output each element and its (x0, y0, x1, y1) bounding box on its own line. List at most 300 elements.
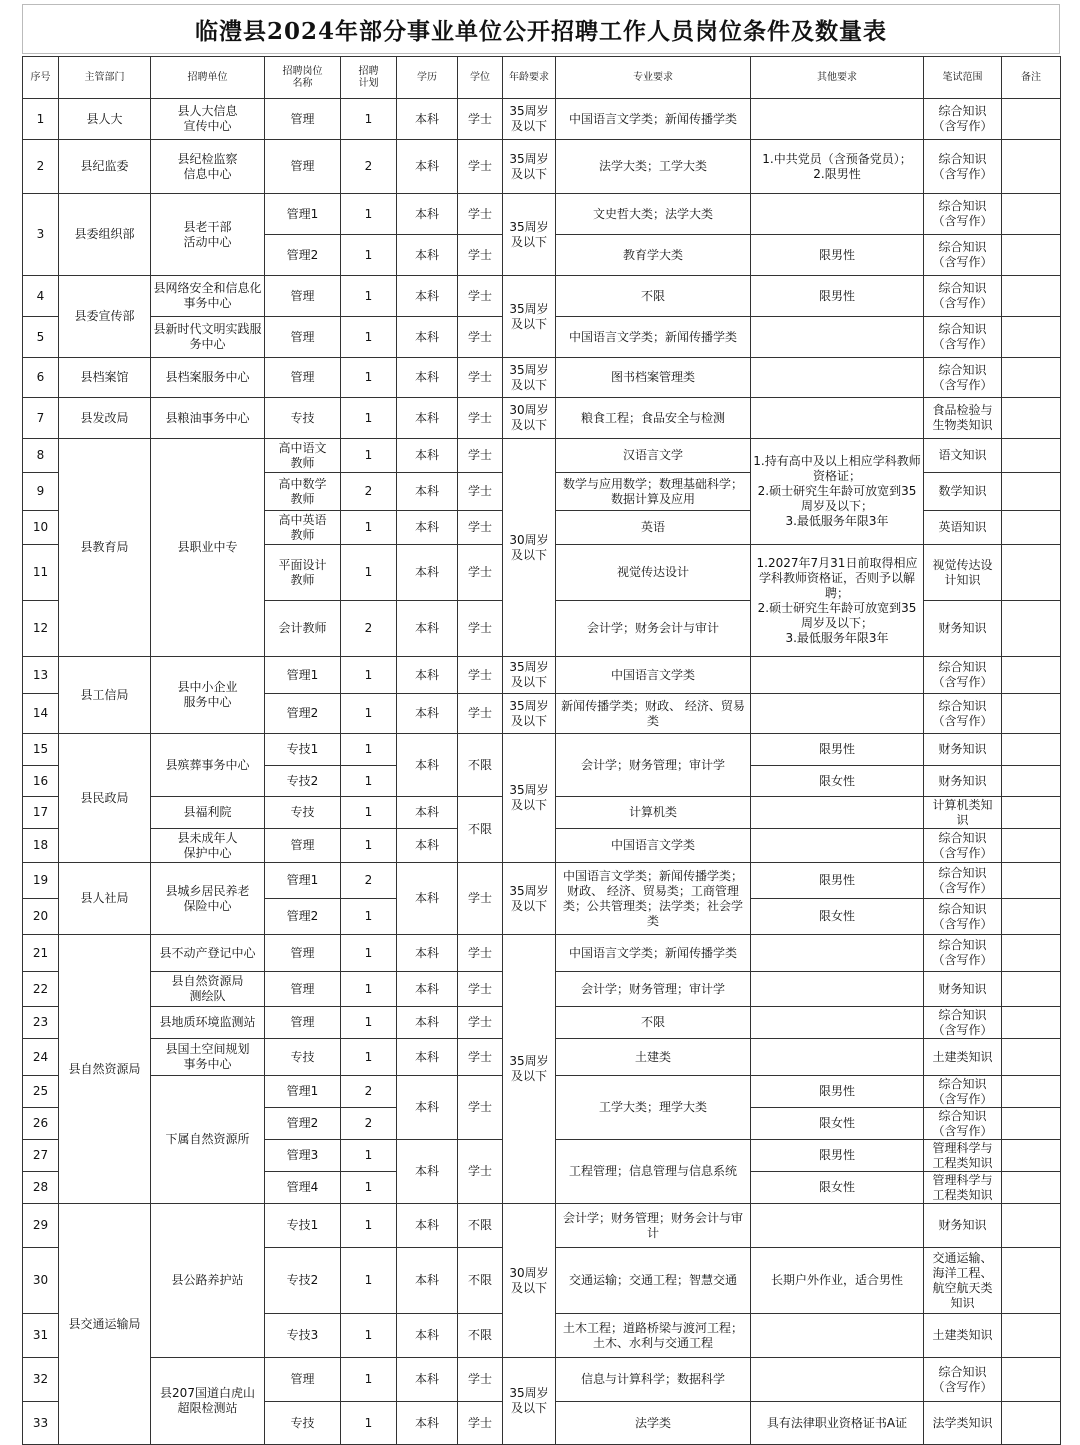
cell-education: 本科 (397, 1248, 458, 1314)
cell-remark (1002, 734, 1061, 766)
cell-exam: 计算机类知 识 (924, 797, 1002, 829)
cell-age: 30周岁 及以下 (503, 398, 556, 439)
cell-remark (1002, 99, 1061, 140)
cell-education: 本科 (397, 1140, 458, 1204)
cell-education: 本科 (397, 358, 458, 398)
cell-exam: 管理科学与 工程类知识 (924, 1172, 1002, 1204)
cell-remark (1002, 601, 1061, 657)
cell-education: 本科 (397, 601, 458, 657)
cell-unit: 县人大信息 宣传中心 (151, 99, 265, 140)
cell-major: 工学大类；理学大类 (556, 1076, 751, 1140)
cell-post: 会计教师 (265, 601, 341, 657)
cell-remark (1002, 1358, 1061, 1402)
table-row (23, 276, 1061, 317)
cell-exam: 法学类知识 (924, 1402, 1002, 1445)
cell-degree: 学士 (458, 1358, 503, 1402)
cell-major: 新闻传播学类；财政、 经济、贸易类 (556, 694, 751, 734)
cell-other (751, 1314, 924, 1358)
cell-major: 教育学大类 (556, 235, 751, 276)
cell-other (751, 694, 924, 734)
cell-plan: 2 (341, 1108, 397, 1140)
cell-index: 12 (23, 601, 59, 657)
cell-education: 本科 (397, 863, 458, 935)
cell-unit: 县纪检监察 信息中心 (151, 140, 265, 194)
cell-remark (1002, 1007, 1061, 1039)
cell-degree: 学士 (458, 1076, 503, 1140)
cell-remark (1002, 972, 1061, 1007)
header-cell: 学历 (397, 57, 458, 99)
cell-major: 会计学；财务管理；审计学 (556, 972, 751, 1007)
header-cell: 主管部门 (59, 57, 151, 99)
cell-plan: 1 (341, 797, 397, 829)
cell-unit: 县地质环境监测站 (151, 1007, 265, 1039)
cell-post: 平面设计 教师 (265, 545, 341, 601)
cell-education: 本科 (397, 398, 458, 439)
cell-unit: 县自然资源局 测绘队 (151, 972, 265, 1007)
cell-post: 管理4 (265, 1172, 341, 1204)
cell-major: 英语 (556, 511, 751, 545)
cell-plan: 1 (341, 694, 397, 734)
cell-major: 中国语言文学类；新闻传播学类 (556, 317, 751, 358)
cell-major: 粮食工程；食品安全与检测 (556, 398, 751, 439)
cell-degree: 学士 (458, 439, 503, 473)
cell-index: 18 (23, 829, 59, 863)
cell-index: 31 (23, 1314, 59, 1358)
cell-index: 3 (23, 194, 59, 276)
cell-degree: 不限 (458, 1204, 503, 1248)
cell-index: 2 (23, 140, 59, 194)
cell-major: 工程管理；信息管理与信息系统 (556, 1140, 751, 1204)
cell-plan: 1 (341, 734, 397, 766)
cell-post: 管理 (265, 829, 341, 863)
cell-exam: 土建类知识 (924, 1039, 1002, 1076)
cell-index: 25 (23, 1076, 59, 1108)
table-title: 临澧县2024年部分事业单位公开招聘工作人员岗位条件及数量表 (22, 4, 1060, 54)
cell-remark (1002, 1248, 1061, 1314)
cell-major: 中国语言文学类 (556, 829, 751, 863)
cell-education: 本科 (397, 140, 458, 194)
cell-other: 1.中共党员（含预备党员）； 2.限男性 (751, 140, 924, 194)
cell-unit: 县档案服务中心 (151, 358, 265, 398)
cell-remark (1002, 473, 1061, 511)
cell-education: 本科 (397, 1076, 458, 1140)
cell-plan: 1 (341, 276, 397, 317)
cell-exam: 食品检验与 生物类知识 (924, 398, 1002, 439)
cell-major: 计算机类 (556, 797, 751, 829)
cell-department: 县档案馆 (59, 358, 151, 398)
cell-degree: 学士 (458, 317, 503, 358)
cell-unit: 县新时代文明实践服务中心 (151, 317, 265, 358)
cell-exam: 综合知识 （含写作） (924, 358, 1002, 398)
cell-post: 管理1 (265, 194, 341, 235)
cell-major: 中国语言文学类；新闻传播学类 (556, 935, 751, 972)
cell-major: 文史哲大类；法学大类 (556, 194, 751, 235)
cell-exam: 综合知识 （含写作） (924, 863, 1002, 899)
cell-major: 土建类 (556, 1039, 751, 1076)
cell-remark (1002, 1402, 1061, 1445)
header-cell: 招聘岗位 名称 (265, 57, 341, 99)
cell-unit: 县职业中专 (151, 439, 265, 657)
cell-major: 数学与应用数学；数理基础科学；数据计算及应用 (556, 473, 751, 511)
cell-age: 30周岁 及以下 (503, 1204, 556, 1358)
cell-education: 本科 (397, 545, 458, 601)
cell-other (751, 1039, 924, 1076)
cell-post: 高中英语 教师 (265, 511, 341, 545)
cell-plan: 1 (341, 935, 397, 972)
header-cell: 备注 (1002, 57, 1061, 99)
cell-index: 15 (23, 734, 59, 766)
table-row (23, 734, 1061, 766)
cell-unit: 下属自然资源所 (151, 1076, 265, 1204)
cell-degree: 学士 (458, 194, 503, 235)
table-row (23, 657, 1061, 694)
cell-remark (1002, 1076, 1061, 1108)
cell-plan: 1 (341, 99, 397, 140)
cell-other: 限男性 (751, 1140, 924, 1172)
table-row (23, 358, 1061, 398)
cell-remark (1002, 439, 1061, 473)
cell-plan: 1 (341, 1358, 397, 1402)
cell-other (751, 657, 924, 694)
cell-plan: 1 (341, 439, 397, 473)
cell-department: 县民政局 (59, 734, 151, 863)
cell-other: 长期户外作业，适合男性 (751, 1248, 924, 1314)
cell-plan: 1 (341, 1007, 397, 1039)
cell-department: 县自然资源局 (59, 935, 151, 1204)
cell-major: 不限 (556, 276, 751, 317)
cell-other (751, 1204, 924, 1248)
cell-exam: 综合知识 （含写作） (924, 276, 1002, 317)
cell-index: 33 (23, 1402, 59, 1445)
cell-major: 中国语言文学类 (556, 657, 751, 694)
cell-plan: 1 (341, 358, 397, 398)
cell-index: 24 (23, 1039, 59, 1076)
cell-department: 县交通运输局 (59, 1204, 151, 1445)
cell-unit: 县207国道白虎山 超限检测站 (151, 1358, 265, 1445)
cell-plan: 1 (341, 1248, 397, 1314)
cell-other (751, 99, 924, 140)
table-row (23, 140, 1061, 194)
cell-age: 35周岁 及以下 (503, 657, 556, 694)
cell-major: 会计学；财务会计与审计 (556, 601, 751, 657)
cell-plan: 1 (341, 545, 397, 601)
cell-unit: 县公路养护站 (151, 1204, 265, 1358)
cell-post: 专技 (265, 1402, 341, 1445)
cell-age: 30周岁 及以下 (503, 439, 556, 657)
header-cell: 学位 (458, 57, 503, 99)
cell-plan: 1 (341, 1039, 397, 1076)
cell-index: 11 (23, 545, 59, 601)
cell-plan: 2 (341, 140, 397, 194)
cell-degree: 学士 (458, 398, 503, 439)
cell-plan: 1 (341, 511, 397, 545)
cell-plan: 1 (341, 829, 397, 863)
cell-department: 县委宣传部 (59, 276, 151, 358)
cell-degree: 学士 (458, 863, 503, 935)
cell-post: 专技 (265, 1039, 341, 1076)
cell-unit: 县福利院 (151, 797, 265, 829)
cell-major: 图书档案管理类 (556, 358, 751, 398)
cell-post: 管理 (265, 935, 341, 972)
cell-other (751, 972, 924, 1007)
cell-department: 县发改局 (59, 398, 151, 439)
cell-age: 35周岁 及以下 (503, 276, 556, 358)
cell-remark (1002, 235, 1061, 276)
cell-degree: 学士 (458, 1402, 503, 1445)
cell-department: 县教育局 (59, 439, 151, 657)
cell-post: 管理1 (265, 657, 341, 694)
cell-degree: 学士 (458, 935, 503, 972)
cell-degree: 学士 (458, 140, 503, 194)
cell-education: 本科 (397, 657, 458, 694)
cell-department: 县人社局 (59, 863, 151, 935)
cell-degree: 学士 (458, 99, 503, 140)
cell-degree: 学士 (458, 511, 503, 545)
cell-other (751, 1358, 924, 1402)
cell-exam: 综合知识 （含写作） (924, 657, 1002, 694)
table-row (23, 99, 1061, 140)
cell-degree: 学士 (458, 1140, 503, 1204)
cell-plan: 1 (341, 899, 397, 935)
cell-age: 35周岁 及以下 (503, 358, 556, 398)
header-cell: 笔试范围 (924, 57, 1002, 99)
cell-degree: 学士 (458, 545, 503, 601)
cell-remark (1002, 276, 1061, 317)
cell-index: 30 (23, 1248, 59, 1314)
cell-plan: 1 (341, 194, 397, 235)
cell-degree: 不限 (458, 797, 503, 863)
cell-unit: 县殡葬事务中心 (151, 734, 265, 797)
cell-plan: 1 (341, 766, 397, 797)
cell-education: 本科 (397, 276, 458, 317)
cell-remark (1002, 863, 1061, 899)
cell-other (751, 398, 924, 439)
cell-education: 本科 (397, 1039, 458, 1076)
cell-major: 法学类 (556, 1402, 751, 1445)
header-cell: 序号 (23, 57, 59, 99)
cell-plan: 2 (341, 1076, 397, 1108)
cell-major: 会计学；财务管理；财务会计与审计 (556, 1204, 751, 1248)
cell-other (751, 1007, 924, 1039)
cell-major: 中国语言文学类；新闻传播学类 (556, 99, 751, 140)
cell-post: 管理 (265, 1007, 341, 1039)
cell-index: 14 (23, 694, 59, 734)
cell-post: 管理2 (265, 1108, 341, 1140)
cell-unit: 县粮油事务中心 (151, 398, 265, 439)
cell-post: 专技1 (265, 1204, 341, 1248)
cell-age: 35周岁 及以下 (503, 99, 556, 140)
cell-exam: 综合知识 （含写作） (924, 140, 1002, 194)
cell-education: 本科 (397, 235, 458, 276)
header-cell: 其他要求 (751, 57, 924, 99)
header-cell: 招聘 计划 (341, 57, 397, 99)
cell-other: 限男性 (751, 863, 924, 899)
cell-unit: 县中小企业 服务中心 (151, 657, 265, 734)
cell-post: 管理 (265, 99, 341, 140)
cell-remark (1002, 1108, 1061, 1140)
cell-post: 专技2 (265, 766, 341, 797)
cell-exam: 综合知识 （含写作） (924, 99, 1002, 140)
cell-index: 32 (23, 1358, 59, 1402)
cell-remark (1002, 1172, 1061, 1204)
cell-other (751, 829, 924, 863)
cell-age: 35周岁 及以下 (503, 694, 556, 734)
table-row (23, 863, 1061, 899)
cell-remark (1002, 317, 1061, 358)
cell-degree: 不限 (458, 1248, 503, 1314)
cell-remark (1002, 1204, 1061, 1248)
cell-department: 县人大 (59, 99, 151, 140)
cell-department: 县纪监委 (59, 140, 151, 194)
cell-exam: 综合知识 （含写作） (924, 194, 1002, 235)
table-row (23, 1358, 1061, 1402)
cell-exam: 综合知识 （含写作） (924, 694, 1002, 734)
cell-exam: 综合知识 （含写作） (924, 1076, 1002, 1108)
cell-degree: 学士 (458, 601, 503, 657)
cell-degree: 学士 (458, 694, 503, 734)
header-cell: 专业要求 (556, 57, 751, 99)
cell-major: 会计学；财务管理；审计学 (556, 734, 751, 797)
cell-post: 专技 (265, 398, 341, 439)
cell-other: 1.2027年7月31日前取得相应学科教师资格证，否则予以解聘； 2.硕士研究生年龄可放宽到35周岁及以下； 3.最低服务年限3年 (751, 545, 924, 657)
cell-index: 26 (23, 1108, 59, 1140)
cell-exam: 财务知识 (924, 734, 1002, 766)
cell-remark (1002, 899, 1061, 935)
cell-education: 本科 (397, 1007, 458, 1039)
cell-exam: 综合知识 （含写作） (924, 1007, 1002, 1039)
cell-index: 20 (23, 899, 59, 935)
cell-education: 本科 (397, 1358, 458, 1402)
cell-other (751, 935, 924, 972)
cell-exam: 英语知识 (924, 511, 1002, 545)
cell-index: 27 (23, 1140, 59, 1172)
cell-remark (1002, 194, 1061, 235)
cell-remark (1002, 545, 1061, 601)
cell-degree: 不限 (458, 734, 503, 797)
cell-index: 8 (23, 439, 59, 473)
cell-post: 专技1 (265, 734, 341, 766)
cell-index: 7 (23, 398, 59, 439)
cell-plan: 1 (341, 657, 397, 694)
cell-post: 管理 (265, 140, 341, 194)
cell-age: 35周岁 及以下 (503, 140, 556, 194)
cell-education: 本科 (397, 511, 458, 545)
cell-remark (1002, 1140, 1061, 1172)
table-row (23, 398, 1061, 439)
table-row (23, 439, 1061, 473)
cell-unit: 县不动产登记中心 (151, 935, 265, 972)
cell-major: 视觉传达设计 (556, 545, 751, 601)
cell-degree: 学士 (458, 657, 503, 694)
cell-index: 5 (23, 317, 59, 358)
cell-plan: 2 (341, 863, 397, 899)
cell-exam: 财务知识 (924, 601, 1002, 657)
header-row (23, 57, 1061, 99)
cell-post: 管理 (265, 972, 341, 1007)
cell-major: 信息与计算科学；数据科学 (556, 1358, 751, 1402)
cell-education: 本科 (397, 829, 458, 863)
cell-other: 限女性 (751, 766, 924, 797)
table-row (23, 1204, 1061, 1248)
cell-post: 高中语文 教师 (265, 439, 341, 473)
cell-other: 限女性 (751, 899, 924, 935)
cell-education: 本科 (397, 439, 458, 473)
cell-exam: 财务知识 (924, 766, 1002, 797)
cell-exam: 综合知识 （含写作） (924, 1358, 1002, 1402)
cell-degree: 学士 (458, 1007, 503, 1039)
cell-index: 23 (23, 1007, 59, 1039)
cell-remark (1002, 398, 1061, 439)
cell-remark (1002, 797, 1061, 829)
cell-post: 专技2 (265, 1248, 341, 1314)
cell-plan: 1 (341, 398, 397, 439)
cell-exam: 土建类知识 (924, 1314, 1002, 1358)
cell-degree: 不限 (458, 1314, 503, 1358)
cell-degree: 学士 (458, 972, 503, 1007)
cell-other: 限男性 (751, 734, 924, 766)
cell-plan: 1 (341, 1172, 397, 1204)
cell-unit: 县未成年人 保护中心 (151, 829, 265, 863)
cell-age: 35周岁 及以下 (503, 734, 556, 863)
cell-index: 28 (23, 1172, 59, 1204)
cell-other: 限男性 (751, 235, 924, 276)
cell-other (751, 358, 924, 398)
cell-index: 21 (23, 935, 59, 972)
cell-exam: 交通运输、 海洋工程、 航空航天类 知识 (924, 1248, 1002, 1314)
cell-other: 1.持有高中及以上相应学科教师资格证； 2.硕士研究生年龄可放宽到35周岁及以下； 3.最低服务年限3年 (751, 439, 924, 545)
cell-plan: 1 (341, 1204, 397, 1248)
cell-index: 4 (23, 276, 59, 317)
cell-exam: 语文知识 (924, 439, 1002, 473)
cell-education: 本科 (397, 694, 458, 734)
cell-major: 交通运输；交通工程；智慧交通 (556, 1248, 751, 1314)
cell-degree: 学士 (458, 276, 503, 317)
cell-remark (1002, 935, 1061, 972)
cell-exam: 视觉传达设 计知识 (924, 545, 1002, 601)
cell-other: 限男性 (751, 1076, 924, 1108)
cell-post: 管理2 (265, 899, 341, 935)
recruitment-table (22, 56, 1061, 1445)
cell-other: 限女性 (751, 1172, 924, 1204)
cell-unit: 县国土空间规划 事务中心 (151, 1039, 265, 1076)
cell-age: 35周岁 及以下 (503, 194, 556, 276)
cell-post: 高中数学 教师 (265, 473, 341, 511)
cell-plan: 1 (341, 1402, 397, 1445)
cell-remark (1002, 358, 1061, 398)
cell-post: 管理 (265, 276, 341, 317)
cell-exam: 财务知识 (924, 1204, 1002, 1248)
cell-plan: 1 (341, 317, 397, 358)
cell-unit: 县城乡居民养老 保险中心 (151, 863, 265, 935)
cell-degree: 学士 (458, 1039, 503, 1076)
cell-plan: 1 (341, 972, 397, 1007)
cell-major: 汉语言文学 (556, 439, 751, 473)
cell-post: 管理1 (265, 863, 341, 899)
cell-plan: 2 (341, 601, 397, 657)
cell-education: 本科 (397, 194, 458, 235)
cell-department: 县工信局 (59, 657, 151, 734)
cell-post: 专技3 (265, 1314, 341, 1358)
cell-age: 35周岁 及以下 (503, 863, 556, 935)
cell-age: 35周岁 及以下 (503, 935, 556, 1204)
cell-post: 管理 (265, 358, 341, 398)
cell-index: 10 (23, 511, 59, 545)
cell-index: 29 (23, 1204, 59, 1248)
cell-other (751, 317, 924, 358)
cell-unit: 县老干部 活动中心 (151, 194, 265, 276)
cell-exam: 管理科学与 工程类知识 (924, 1140, 1002, 1172)
cell-exam: 综合知识 （含写作） (924, 899, 1002, 935)
